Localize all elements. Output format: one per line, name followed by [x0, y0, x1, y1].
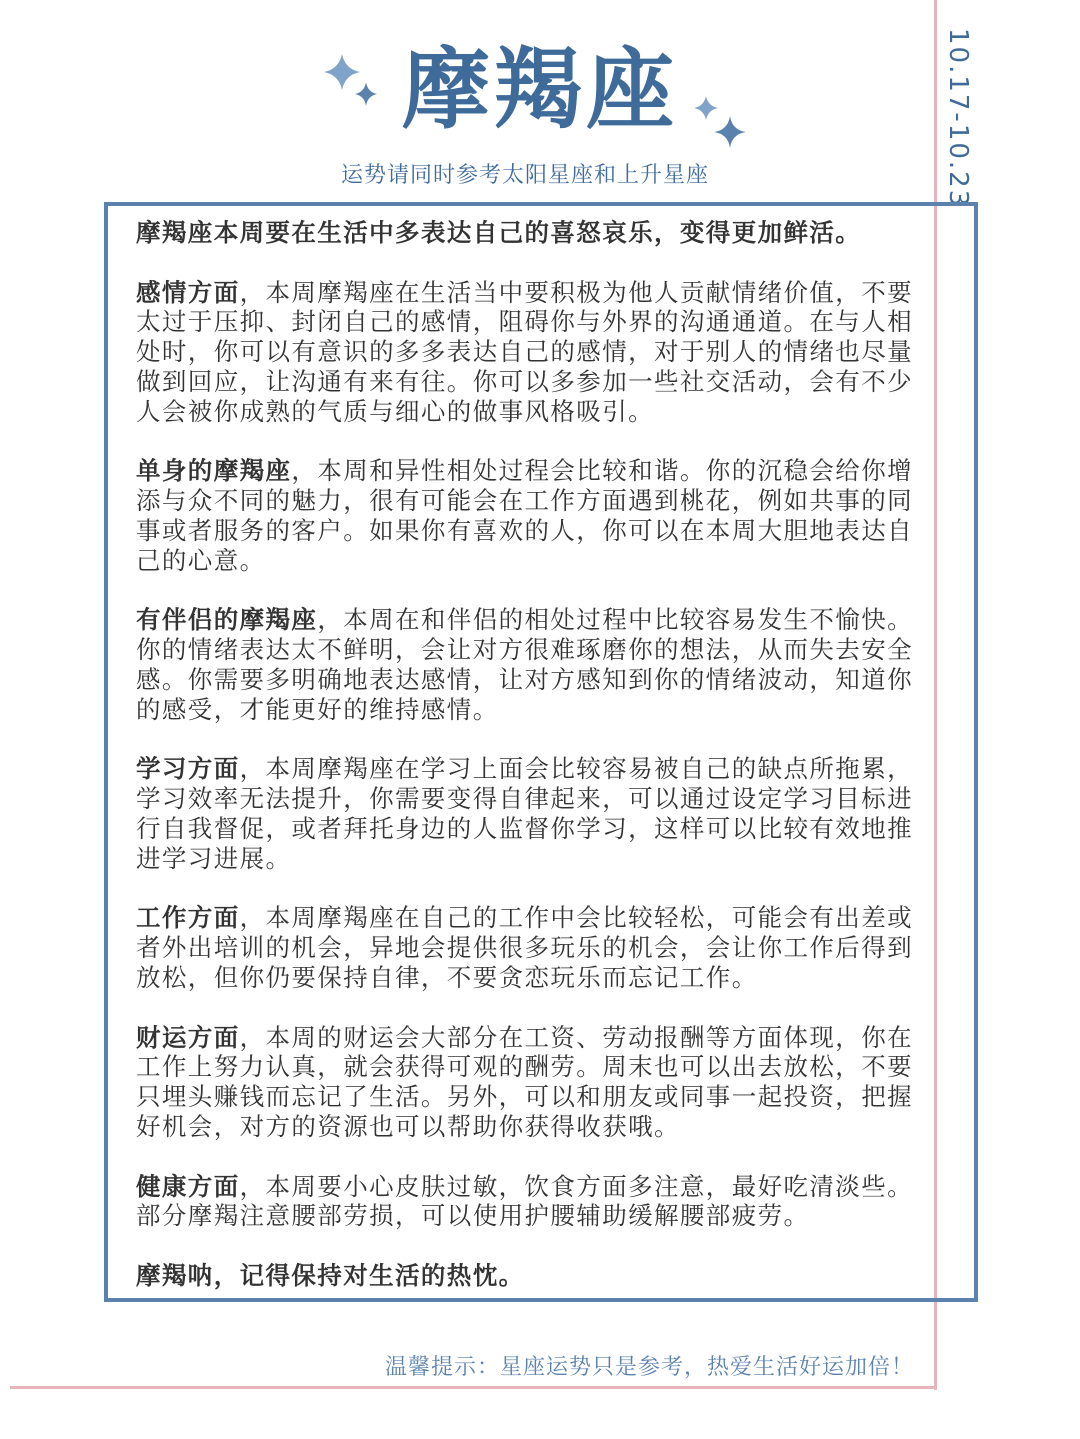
section-wealth — [136, 1023, 916, 1142]
section-single — [136, 456, 916, 575]
frame-line-horizontal — [10, 1386, 937, 1389]
horoscope-body — [136, 218, 916, 1291]
section-heading: 感情方面 — [136, 277, 240, 307]
section-heading: 单身的摩羯座 — [136, 456, 292, 486]
section-text: ，本周摩羯座在生活当中要积极为他人贡献情绪价值，不要太过于压抑、封闭自己的感情，阻碍你与外界的沟通通道。在与人相处时，你可以有意识的多多表达自己的感情，对于别人的情绪也尽量做到回应，让沟通有来有往。你可以多参加一些社交活动，会有不少人会被你成熟的气质与细心的做事风格吸引。 — [136, 277, 914, 426]
section-heading: 学习方面 — [136, 754, 240, 784]
section-work — [136, 903, 916, 992]
section-partnered — [136, 605, 916, 724]
section-text: ，本周在和伴侣的相处过程中比较容易发生不愉快。你的情绪表达太不鲜明，会让对方很难琢磨你的想法，从而失去安全感。你需要多明确地表达感情，让对方感知到你的情绪波动，知道你的感受，才能更好的维持感情。 — [136, 605, 914, 724]
section-heading: 财运方面 — [136, 1022, 240, 1052]
section-text: ，本周摩羯座在学习上面会比较容易被自己的缺点所拖累，学习效率无法提升，你需要变得自律起来，可以通过设定学习目标进行自我督促，或者拜托身边的人监督你学习，这样可以比较有效地推进学习进展。 — [136, 754, 914, 873]
section-health — [136, 1172, 916, 1232]
section-text: ，本周和异性相处过程会比较和谐。你的沉稳会给你增添与众不同的魅力，很有可能会在工作方面遇到桃花，例如共事的同事或者服务的客户。如果你有喜欢的人，你可以在本周大胆地表达自己的心意。 — [136, 456, 914, 575]
closing-text: 摩羯呐，记得保持对生活的热忱。 — [136, 1260, 525, 1290]
section-heading: 工作方面 — [136, 903, 240, 933]
section-heading: 有伴侣的摩羯座 — [136, 605, 318, 635]
section-love — [136, 278, 916, 427]
section-text: ，本周摩羯座在自己的工作中会比较轻松，可能会有出差或者外出培训的机会，异地会提供很多玩乐的机会，会让你工作后得到放松，但你仍要保持自律，不要贪恋玩乐而忘记工作。 — [136, 903, 914, 992]
section-text: ，本周的财运会大部分在工资、劳动报酬等方面体现，你在工作上努力认真，就会获得可观的酬劳。周末也可以出去放松，不要只埋头赚钱而忘记了生活。另外，可以和朋友或同事一起投资，把握好机会，对方的资源也可以帮助你获得收获哦。 — [136, 1022, 914, 1141]
intro-text: 摩羯座本周要在生活中多表达自己的喜怒哀乐，变得更加鲜活。 — [136, 218, 862, 247]
page-subtitle: 运势请同时参考太阳星座和上升星座 — [340, 163, 709, 188]
section-heading: 健康方面 — [136, 1171, 240, 1201]
date-range: 10.17-10.23 — [943, 28, 973, 209]
section-text: ，本周要小心皮肤过敏，饮食方面多注意，最好吃清淡些。部分摩羯注意腰部劳损，可以使用护腰辅助缓解腰部疲劳。 — [136, 1171, 914, 1231]
footer-tip: 温馨提示：星座运势只是参考，热爱生活好运加倍！ — [384, 1355, 914, 1380]
page-title: 摩羯座 — [401, 38, 678, 141]
section-study — [136, 754, 916, 873]
